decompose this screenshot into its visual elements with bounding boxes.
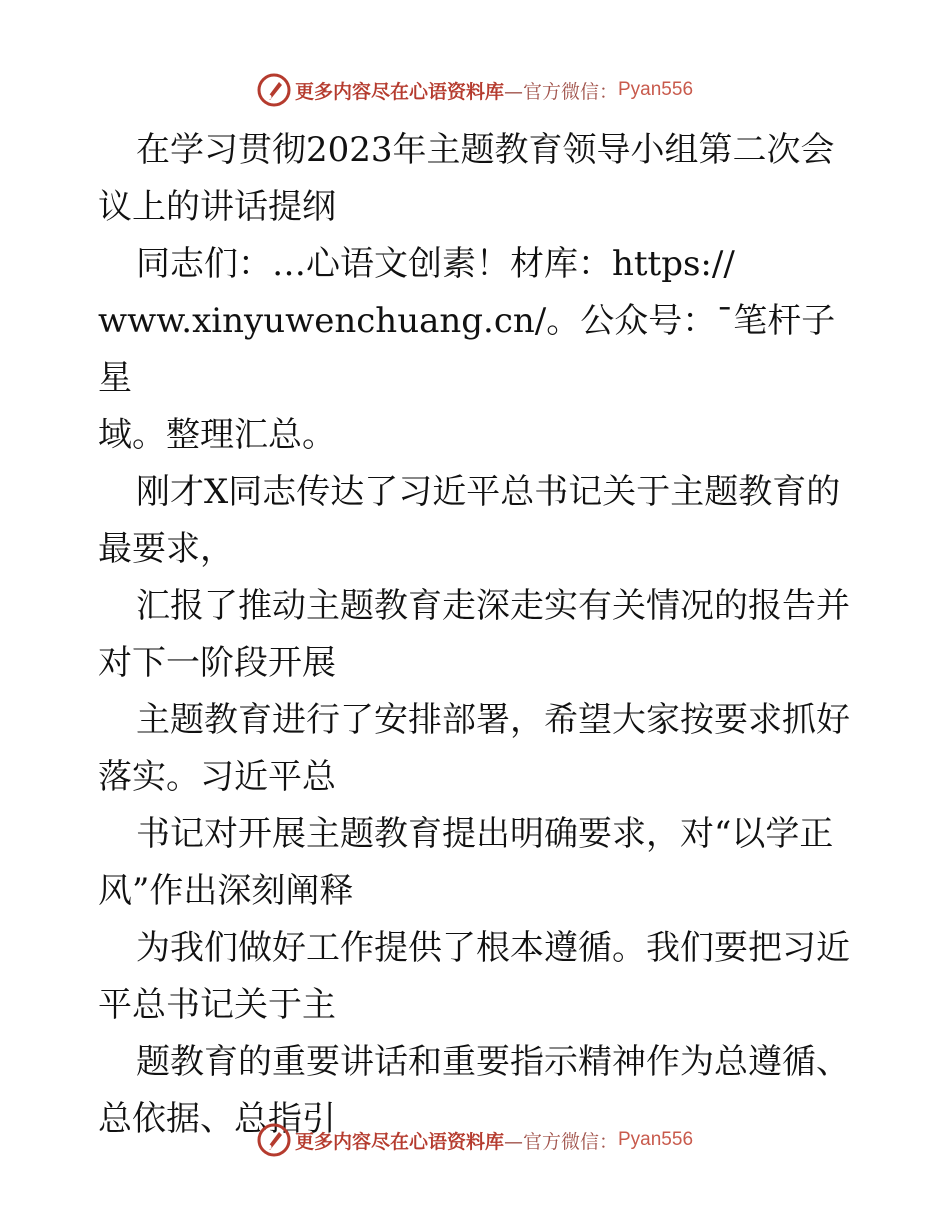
text-line: www.xinyuwenchuang.cn/。公众号：¯笔杆子星 — [98, 301, 836, 398]
text-line: 总依据、总指引 — [98, 1099, 336, 1139]
quill-logo-icon — [257, 1123, 291, 1157]
header-brand-text: 更多内容尽在心语资料库 — [294, 80, 504, 103]
text-line: 最要求， — [98, 529, 234, 569]
text-line: 在学习贯彻2023年主题教育领导小组第二次会 — [136, 130, 835, 170]
text-line: 议上的讲话提纲 — [98, 187, 336, 227]
text-line: 同志们：…心语文创素！材库：https:// — [136, 244, 735, 284]
text-line: 域。整理汇总。 — [98, 415, 336, 455]
text-line: 落实。习近平总 — [98, 757, 336, 797]
footer-brand-text: 更多内容尽在心语资料库 — [294, 1130, 504, 1153]
header-wechat-id: Pyan556 — [618, 79, 694, 100]
text-line: 刚才X同志传达了习近平总书记关于主题教育的 — [136, 472, 841, 512]
text-line: 主题教育进行了安排部署，希望大家按要求抓好 — [136, 700, 850, 740]
footer-watermark-banner — [0, 1120, 950, 1160]
text-line: 汇报了推动主题教育走深走实有关情况的报告并 — [136, 586, 850, 626]
document-body — [98, 122, 858, 1148]
footer-wechat-id: Pyan556 — [618, 1129, 694, 1150]
text-line: 风”作出深刻阐释 — [98, 871, 354, 911]
text-line: 题教育的重要讲话和重要指示精神作为总遵循、 — [136, 1042, 850, 1082]
header-watermark-banner — [0, 70, 950, 110]
header-official-label: —官方微信： — [503, 80, 618, 103]
text-line: 对下一阶段开展 — [98, 643, 336, 683]
text-line: 为我们做好工作提供了根本遵循。我们要把习近 — [136, 928, 850, 968]
text-line: 平总书记关于主 — [98, 985, 336, 1025]
footer-official-label: —官方微信： — [503, 1130, 618, 1153]
text-line: 书记对开展主题教育提出明确要求，对“以学正 — [136, 814, 834, 854]
quill-logo-icon — [257, 73, 291, 107]
